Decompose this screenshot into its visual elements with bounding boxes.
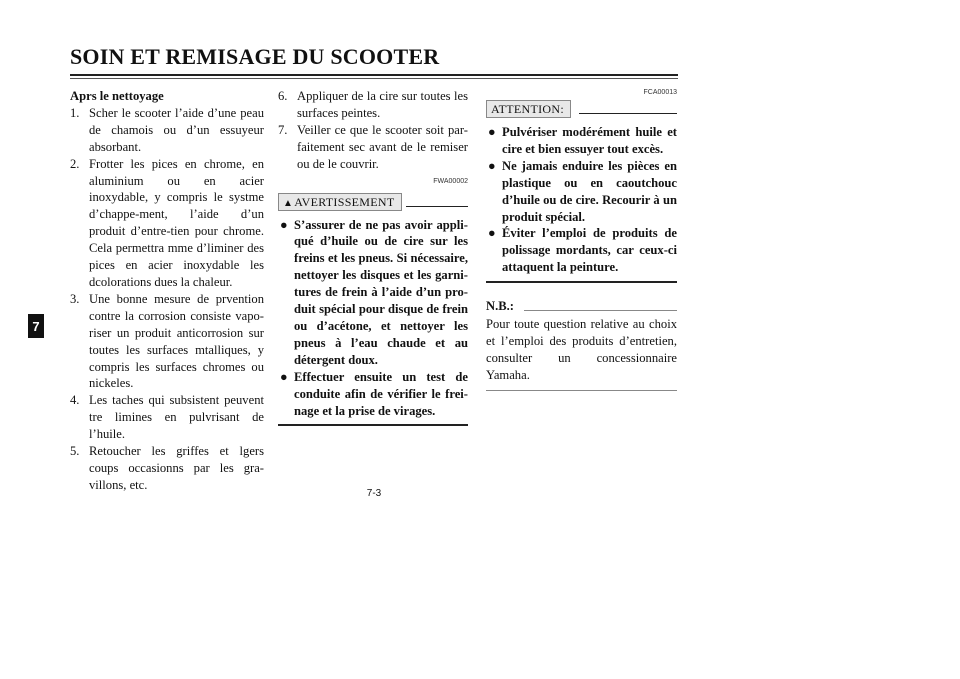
step-item: 1. Scher le scooter l’aide d’une peau de chamois ou d’un essuyeur absorbant. xyxy=(70,105,264,154)
note-text: Pour toute question relative au choix et l’emploi des produits d’entretien, consulter un concessionnaire Yamaha. xyxy=(486,317,677,382)
page-title: SOIN ET REMISAGE DU SCOOTER xyxy=(70,44,440,69)
attention-end-rule xyxy=(486,281,677,283)
note-end-rule xyxy=(486,390,677,391)
column-1 xyxy=(70,88,264,494)
attention-item: ● Éviter l’emploi de produits de polissage mordants, car ceux-ci attaquent la peinture. xyxy=(488,226,677,275)
attention-code: FCA00013 xyxy=(643,89,677,96)
step-item: 5. Retoucher les griffes et lgers coups occasionns par les gra-villons, etc. xyxy=(70,444,264,492)
warning-end-rule xyxy=(278,424,468,426)
chapter-tab: 7 xyxy=(28,314,44,338)
attention-header-line xyxy=(579,113,677,114)
attention-badge: ATTENTION: xyxy=(486,100,571,118)
note-label: N.B.: xyxy=(486,299,514,314)
attention-header xyxy=(486,98,677,118)
warning-item: ● S’assurer de ne pas avoir appli-qué d’huile ou de cire sur les freins et les pneus. Si nécessaire, nettoyer les disques et les garni-tures de frein à l’aide d’un pro-duit spécial pour disque de frein ou d’acétone, et nettoyer les pneus à l’eau chaude et au détergent doux. xyxy=(280,217,468,367)
attention-item: ● Ne jamais enduire les pièces en plastique ou en caoutchouc d’huile ou de cire. Recourir à un produit spécial. xyxy=(488,158,677,224)
cleaning-steps-continued xyxy=(278,88,468,173)
warning-badge: ▲AVERTISSEMENT xyxy=(278,193,402,211)
cleaning-steps xyxy=(70,105,264,494)
warning-header-line xyxy=(406,206,468,207)
note-header-line xyxy=(524,310,677,311)
step-item: 7. Veiller ce que le scooter soit par-faitement sec avant de le remiser ou de le couvrir. xyxy=(278,122,468,171)
warning-item: ● Effectuer ensuite un test de conduite afin de vérifier le frei-nage et la prise de virages. xyxy=(280,369,468,418)
header-rule-thin xyxy=(70,78,678,79)
attention-item: ● Pulvériser modérément huile et cire et bien essuyer tout excès. xyxy=(488,125,677,156)
column-2 xyxy=(278,88,468,426)
warning-triangle-icon: ▲ xyxy=(283,197,294,209)
section-heading: Aprs le nettoyage xyxy=(70,89,164,103)
step-item: 6. Appliquer de la cire sur toutes les surfaces peintes. xyxy=(278,89,468,120)
step-item: 3. Une bonne mesure de prvention contre la corrosion consiste vapo-riser un produit anticorrosion sur toutes les surfaces mtalliques, y compris les surfaces chromes ou nickeles. xyxy=(70,291,264,391)
page-number: 7-3 xyxy=(366,488,382,499)
column-3 xyxy=(486,88,677,391)
attention-bullets xyxy=(486,124,677,276)
warning-bullets xyxy=(278,217,468,420)
step-item: 2. Frotter les pices en chrome, en aluminium ou en acier inoxydable, y compris le systme d’chappe-ment, l’aide d’un produit d’entre-tien pour chrome. Cela permettra mme d’liminer des pices en acier inoxydable les dcolorations dues la chaleur. xyxy=(70,156,264,289)
note-header xyxy=(486,298,677,316)
warning-header xyxy=(278,191,468,211)
step-item: 4. Les taches qui subsistent peuvent tre limines en pulvrisant de l’huile. xyxy=(70,393,264,442)
warning-code: FWA00002 xyxy=(433,177,468,185)
header-rule xyxy=(70,74,678,76)
